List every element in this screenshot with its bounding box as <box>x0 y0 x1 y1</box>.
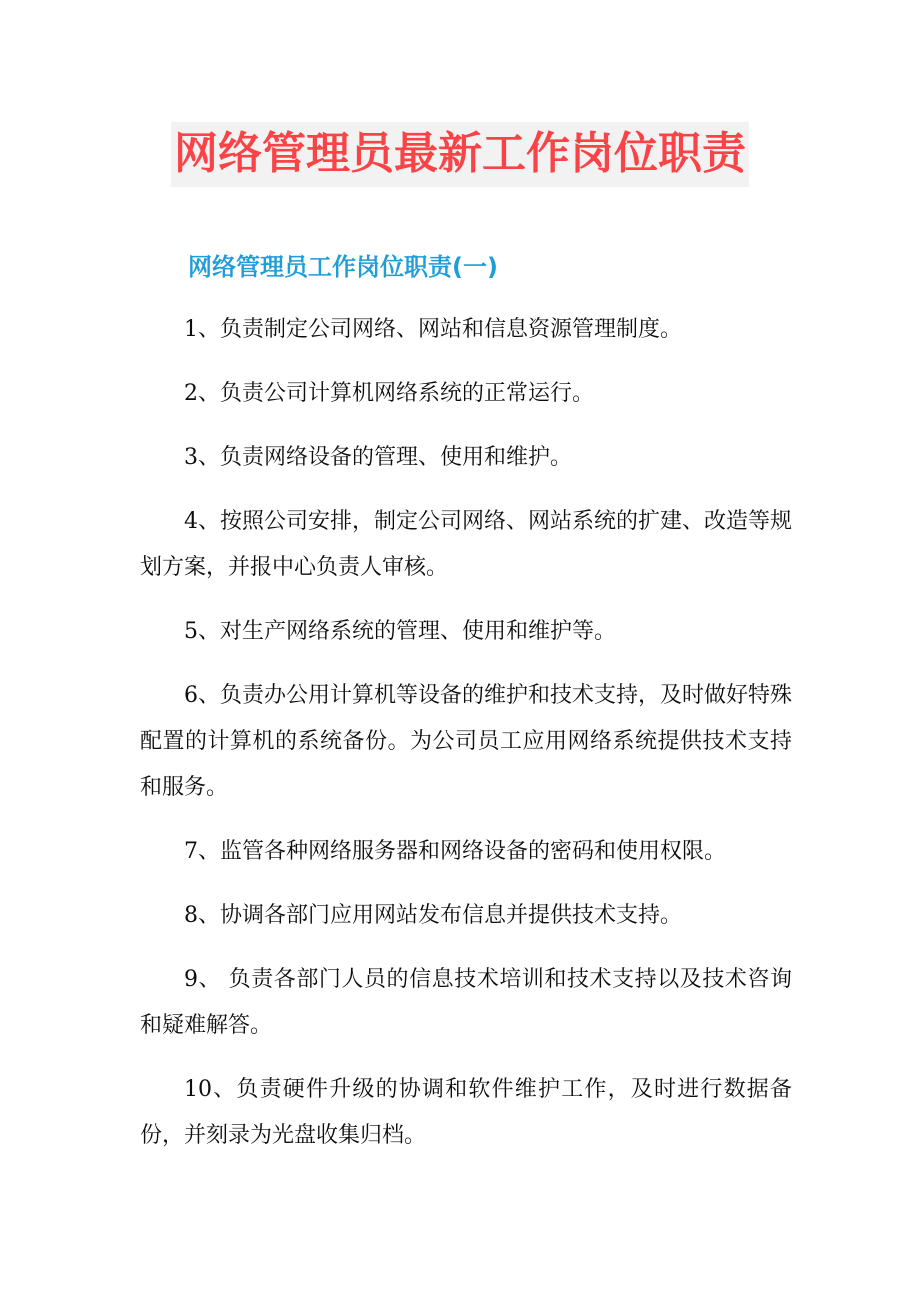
document-title: 网络管理员最新工作岗位职责 <box>171 122 749 187</box>
list-item-5: 5、对生产网络系统的管理、使用和维护等。 <box>184 619 616 645</box>
list-item-8: 8、协调各部门应用网站发布信息并提供技术支持。 <box>184 903 682 929</box>
list-item-10: 10、负责硬件升级的协调和软件维护工作，及时进行数据备份，并刻录为光盘收集归档。 <box>140 1077 792 1149</box>
list-item-2: 2、负责公司计算机网络系统的正常运行。 <box>184 381 594 407</box>
list-item-7: 7、监管各种网络服务器和网络设备的密码和使用权限。 <box>184 839 726 865</box>
document-body <box>0 252 920 1159</box>
list-item-6: 6、负责办公用计算机等设备的维护和技术支持，及时做好特殊配置的计算机的系统备份。为公司员工应用网络系统提供技术支持和服务。 <box>140 683 792 801</box>
list-item-9: 9、 负责各部门人员的信息技术培训和技术支持以及技术咨询和疑难解答。 <box>140 967 792 1039</box>
list-item-1: 1、负责制定公司网络、网站和信息资源管理制度。 <box>184 317 682 343</box>
list-item-4: 4、按照公司安排，制定公司网络、网站系统的扩建、改造等规划方案，并报中心负责人审核。 <box>140 509 792 581</box>
list-item-3: 3、负责网络设备的管理、使用和维护。 <box>184 445 572 471</box>
section-heading: 网络管理员工作岗位职责(一) <box>188 253 498 281</box>
